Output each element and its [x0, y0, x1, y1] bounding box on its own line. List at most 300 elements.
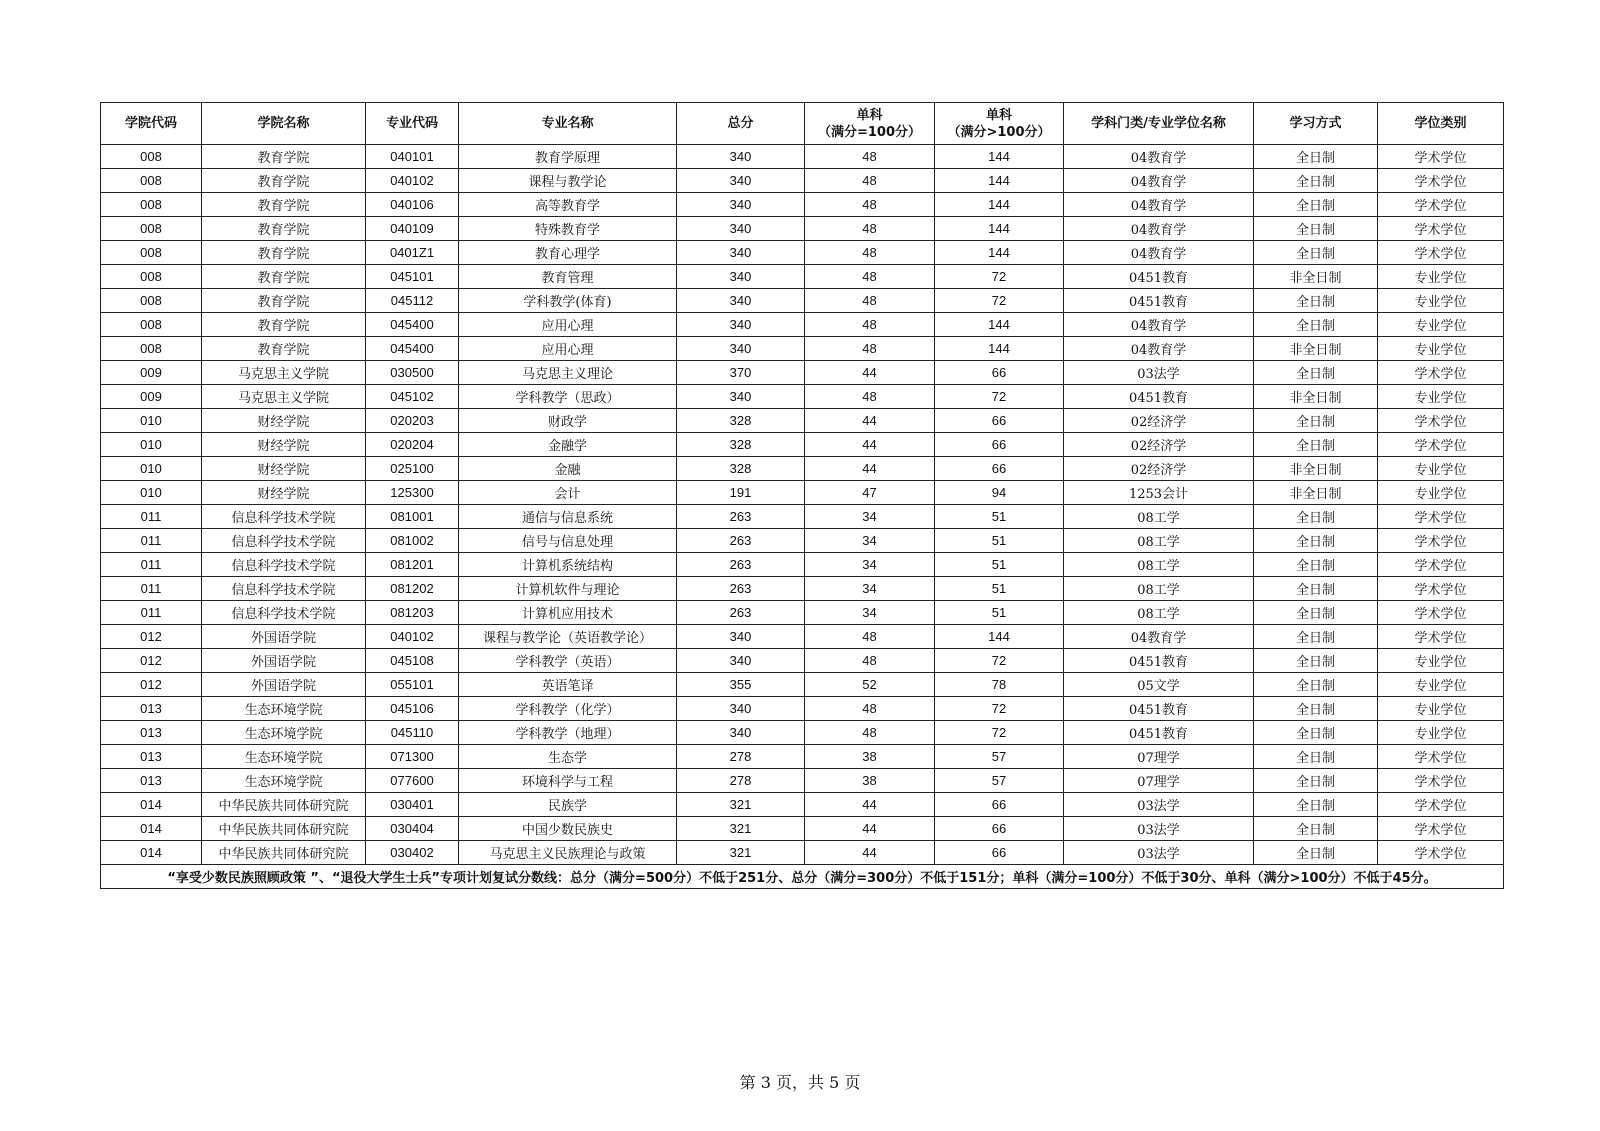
- degree-type-cell: 专业学位: [1378, 649, 1504, 673]
- college-name-cell: 财经学院: [202, 457, 366, 481]
- table-row: [101, 265, 1504, 289]
- college-name-cell: 财经学院: [202, 409, 366, 433]
- major-name-cell: 应用心理: [459, 313, 677, 337]
- major-code-cell: 081201: [366, 553, 459, 577]
- degree-type-cell: 学术学位: [1378, 361, 1504, 385]
- college-code-cell: 008: [101, 265, 202, 289]
- single-over-100-cell: 144: [935, 337, 1064, 361]
- study-mode-cell: 全日制: [1254, 313, 1378, 337]
- table-row: [101, 433, 1504, 457]
- major-name-cell: 金融学: [459, 433, 677, 457]
- header-text-line: 总分: [727, 116, 754, 131]
- degree-type-cell: 学术学位: [1378, 841, 1504, 865]
- single-100-cell: 48: [805, 697, 935, 721]
- single-over-100-cell: 51: [935, 553, 1064, 577]
- table-row: [101, 289, 1504, 313]
- college-name-cell: 生态环境学院: [202, 769, 366, 793]
- study-mode-cell: 全日制: [1254, 529, 1378, 553]
- study-mode-cell: 全日制: [1254, 697, 1378, 721]
- major-code-cell: 045400: [366, 337, 459, 361]
- study-mode-cell: 全日制: [1254, 553, 1378, 577]
- major-name-cell: 财政学: [459, 409, 677, 433]
- table-row: [101, 721, 1504, 745]
- header-college-name: [202, 103, 366, 145]
- single-over-100-cell: 144: [935, 169, 1064, 193]
- college-name-cell: 外国语学院: [202, 673, 366, 697]
- discipline-cell: 08工学: [1064, 505, 1254, 529]
- study-mode-cell: 非全日制: [1254, 337, 1378, 361]
- total-score-cell: 340: [677, 337, 805, 361]
- header-text-line: 单科: [856, 107, 883, 123]
- major-name-cell: 马克思主义理论: [459, 361, 677, 385]
- single-over-100-cell: 72: [935, 265, 1064, 289]
- discipline-cell: 02经济学: [1064, 409, 1254, 433]
- table-row: [101, 337, 1504, 361]
- college-code-cell: 010: [101, 409, 202, 433]
- total-score-cell: 328: [677, 409, 805, 433]
- degree-type-cell: 学术学位: [1378, 145, 1504, 169]
- college-name-cell: 教育学院: [202, 265, 366, 289]
- degree-type-cell: 学术学位: [1378, 505, 1504, 529]
- single-100-cell: 48: [805, 145, 935, 169]
- table-row: [101, 601, 1504, 625]
- header-college-code: [101, 103, 202, 145]
- single-over-100-cell: 51: [935, 577, 1064, 601]
- college-code-cell: 009: [101, 361, 202, 385]
- major-code-cell: 030402: [366, 841, 459, 865]
- college-code-cell: 010: [101, 433, 202, 457]
- discipline-cell: 04教育学: [1064, 145, 1254, 169]
- page-number: 第 3 页，共 5 页: [739, 1073, 861, 1092]
- college-code-cell: 013: [101, 697, 202, 721]
- single-100-cell: 34: [805, 505, 935, 529]
- degree-type-cell: 学术学位: [1378, 169, 1504, 193]
- total-score-cell: 321: [677, 817, 805, 841]
- study-mode-cell: 全日制: [1254, 409, 1378, 433]
- total-score-cell: 340: [677, 313, 805, 337]
- total-score-cell: 321: [677, 793, 805, 817]
- study-mode-cell: 全日制: [1254, 769, 1378, 793]
- single-over-100-cell: 144: [935, 217, 1064, 241]
- major-code-cell: 081001: [366, 505, 459, 529]
- table-row: [101, 529, 1504, 553]
- total-score-cell: 355: [677, 673, 805, 697]
- major-name-cell: 课程与教学论: [459, 169, 677, 193]
- major-name-cell: 马克思主义民族理论与政策: [459, 841, 677, 865]
- degree-type-cell: 学术学位: [1378, 193, 1504, 217]
- discipline-cell: 07理学: [1064, 769, 1254, 793]
- major-name-cell: 学科教学（英语）: [459, 649, 677, 673]
- table-row: [101, 649, 1504, 673]
- single-over-100-cell: 78: [935, 673, 1064, 697]
- single-over-100-cell: 66: [935, 817, 1064, 841]
- major-code-cell: 045110: [366, 721, 459, 745]
- degree-type-cell: 学术学位: [1378, 745, 1504, 769]
- total-score-cell: 328: [677, 457, 805, 481]
- discipline-cell: 04教育学: [1064, 313, 1254, 337]
- table-row: [101, 361, 1504, 385]
- single-over-100-cell: 66: [935, 841, 1064, 865]
- college-code-cell: 008: [101, 289, 202, 313]
- degree-type-cell: 学术学位: [1378, 529, 1504, 553]
- single-100-cell: 44: [805, 793, 935, 817]
- major-code-cell: 040102: [366, 625, 459, 649]
- single-100-cell: 44: [805, 433, 935, 457]
- college-name-cell: 教育学院: [202, 193, 366, 217]
- major-name-cell: 通信与信息系统: [459, 505, 677, 529]
- table-row: [101, 481, 1504, 505]
- single-over-100-cell: 144: [935, 625, 1064, 649]
- single-100-cell: 48: [805, 721, 935, 745]
- college-code-cell: 014: [101, 841, 202, 865]
- college-code-cell: 008: [101, 241, 202, 265]
- single-over-100-cell: 72: [935, 385, 1064, 409]
- study-mode-cell: 全日制: [1254, 505, 1378, 529]
- table-row: [101, 625, 1504, 649]
- single-100-cell: 48: [805, 289, 935, 313]
- college-code-cell: 013: [101, 721, 202, 745]
- college-name-cell: 教育学院: [202, 337, 366, 361]
- major-name-cell: 环境科学与工程: [459, 769, 677, 793]
- single-100-cell: 38: [805, 745, 935, 769]
- table-row: [101, 793, 1504, 817]
- major-code-cell: 045106: [366, 697, 459, 721]
- degree-type-cell: 学术学位: [1378, 793, 1504, 817]
- major-code-cell: 020203: [366, 409, 459, 433]
- degree-type-cell: 专业学位: [1378, 265, 1504, 289]
- major-code-cell: 045108: [366, 649, 459, 673]
- major-code-cell: 045112: [366, 289, 459, 313]
- total-score-cell: 340: [677, 265, 805, 289]
- major-name-cell: 中国少数民族史: [459, 817, 677, 841]
- header-text-line: 学科门类/专业学位名称: [1091, 116, 1226, 131]
- header-text-line: 学习方式: [1289, 116, 1342, 131]
- study-mode-cell: 非全日制: [1254, 457, 1378, 481]
- degree-type-cell: 专业学位: [1378, 289, 1504, 313]
- table-row: [101, 217, 1504, 241]
- college-code-cell: 013: [101, 745, 202, 769]
- major-name-cell: 计算机软件与理论: [459, 577, 677, 601]
- total-score-cell: 340: [677, 385, 805, 409]
- header-text-line: （满分=100分）: [817, 124, 922, 140]
- single-over-100-cell: 57: [935, 769, 1064, 793]
- single-over-100-cell: 66: [935, 433, 1064, 457]
- study-mode-cell: 全日制: [1254, 289, 1378, 313]
- single-100-cell: 44: [805, 409, 935, 433]
- table-row: [101, 145, 1504, 169]
- single-100-cell: 48: [805, 313, 935, 337]
- table-row: [101, 313, 1504, 337]
- single-100-cell: 34: [805, 529, 935, 553]
- degree-type-cell: 学术学位: [1378, 409, 1504, 433]
- table-row: [101, 697, 1504, 721]
- study-mode-cell: 全日制: [1254, 817, 1378, 841]
- college-name-cell: 外国语学院: [202, 649, 366, 673]
- major-code-cell: 020204: [366, 433, 459, 457]
- college-name-cell: 信息科学技术学院: [202, 529, 366, 553]
- major-code-cell: 125300: [366, 481, 459, 505]
- total-score-cell: 263: [677, 505, 805, 529]
- degree-type-cell: 专业学位: [1378, 457, 1504, 481]
- discipline-cell: 03法学: [1064, 361, 1254, 385]
- single-over-100-cell: 57: [935, 745, 1064, 769]
- single-over-100-cell: 51: [935, 505, 1064, 529]
- discipline-cell: 1253会计: [1064, 481, 1254, 505]
- header-text-line: 学位类别: [1414, 116, 1467, 131]
- discipline-cell: 07理学: [1064, 745, 1254, 769]
- college-code-cell: 011: [101, 601, 202, 625]
- college-name-cell: 信息科学技术学院: [202, 601, 366, 625]
- college-code-cell: 008: [101, 337, 202, 361]
- header-single-subject-over-100: [935, 103, 1064, 145]
- major-code-cell: 040109: [366, 217, 459, 241]
- single-over-100-cell: 144: [935, 145, 1064, 169]
- major-name-cell: 教育心理学: [459, 241, 677, 265]
- total-score-cell: 340: [677, 649, 805, 673]
- header-major-code: [366, 103, 459, 145]
- major-code-cell: 081002: [366, 529, 459, 553]
- major-code-cell: 045101: [366, 265, 459, 289]
- table-row: [101, 673, 1504, 697]
- degree-type-cell: 专业学位: [1378, 721, 1504, 745]
- table-row: [101, 193, 1504, 217]
- college-code-cell: 008: [101, 313, 202, 337]
- header-text-line: 单科: [985, 107, 1012, 123]
- college-name-cell: 马克思主义学院: [202, 361, 366, 385]
- single-100-cell: 48: [805, 625, 935, 649]
- major-code-cell: 030500: [366, 361, 459, 385]
- study-mode-cell: 全日制: [1254, 433, 1378, 457]
- college-code-cell: 008: [101, 193, 202, 217]
- total-score-cell: 191: [677, 481, 805, 505]
- study-mode-cell: 全日制: [1254, 721, 1378, 745]
- college-name-cell: 教育学院: [202, 145, 366, 169]
- college-name-cell: 信息科学技术学院: [202, 505, 366, 529]
- major-code-cell: 071300: [366, 745, 459, 769]
- major-code-cell: 045400: [366, 313, 459, 337]
- table-row: [101, 817, 1504, 841]
- total-score-cell: 340: [677, 217, 805, 241]
- table-row: [101, 841, 1504, 865]
- college-name-cell: 生态环境学院: [202, 697, 366, 721]
- header-text-line: 学院代码: [124, 116, 177, 131]
- college-code-cell: 010: [101, 481, 202, 505]
- table-row: [101, 577, 1504, 601]
- cutoff-note: “享受少数民族照顾政策 ”、“退役大学生士兵”专项计划复试分数线：总分（满分=500分）不低于251分、总分（满分=300分）不低于151分；单科（满分=100分）不低于30分、单科（满分>100分）不低于45分。: [101, 865, 1504, 889]
- study-mode-cell: 全日制: [1254, 625, 1378, 649]
- header-text-line: 专业名称: [541, 116, 594, 131]
- single-100-cell: 34: [805, 601, 935, 625]
- degree-type-cell: 学术学位: [1378, 769, 1504, 793]
- total-score-cell: 340: [677, 193, 805, 217]
- college-name-cell: 中华民族共同体研究院: [202, 817, 366, 841]
- discipline-cell: 0451教育: [1064, 265, 1254, 289]
- major-name-cell: 课程与教学论（英语教学论）: [459, 625, 677, 649]
- study-mode-cell: 全日制: [1254, 145, 1378, 169]
- college-name-cell: 生态环境学院: [202, 745, 366, 769]
- discipline-cell: 04教育学: [1064, 625, 1254, 649]
- total-score-cell: 263: [677, 601, 805, 625]
- table-row: [101, 169, 1504, 193]
- single-over-100-cell: 51: [935, 529, 1064, 553]
- degree-type-cell: 学术学位: [1378, 577, 1504, 601]
- single-over-100-cell: 144: [935, 241, 1064, 265]
- table-row: [101, 385, 1504, 409]
- study-mode-cell: 全日制: [1254, 841, 1378, 865]
- study-mode-cell: 全日制: [1254, 649, 1378, 673]
- major-name-cell: 金融: [459, 457, 677, 481]
- total-score-cell: 278: [677, 769, 805, 793]
- single-100-cell: 44: [805, 361, 935, 385]
- total-score-cell: 263: [677, 577, 805, 601]
- college-code-cell: 010: [101, 457, 202, 481]
- college-name-cell: 中华民族共同体研究院: [202, 793, 366, 817]
- college-name-cell: 生态环境学院: [202, 721, 366, 745]
- discipline-cell: 0451教育: [1064, 649, 1254, 673]
- college-code-cell: 011: [101, 505, 202, 529]
- header-degree-type: [1378, 103, 1504, 145]
- study-mode-cell: 全日制: [1254, 217, 1378, 241]
- single-100-cell: 48: [805, 217, 935, 241]
- total-score-cell: 340: [677, 289, 805, 313]
- header-text-line: 专业代码: [385, 116, 438, 131]
- table-header-row: [101, 103, 1504, 145]
- total-score-cell: 340: [677, 241, 805, 265]
- major-name-cell: 学科教学（化学）: [459, 697, 677, 721]
- degree-type-cell: 专业学位: [1378, 313, 1504, 337]
- single-100-cell: 48: [805, 385, 935, 409]
- major-code-cell: 030404: [366, 817, 459, 841]
- single-over-100-cell: 72: [935, 289, 1064, 313]
- study-mode-cell: 全日制: [1254, 601, 1378, 625]
- total-score-cell: 263: [677, 553, 805, 577]
- study-mode-cell: 全日制: [1254, 577, 1378, 601]
- major-code-cell: 077600: [366, 769, 459, 793]
- degree-type-cell: 专业学位: [1378, 673, 1504, 697]
- header-study-mode: [1254, 103, 1378, 145]
- college-code-cell: 014: [101, 817, 202, 841]
- table-row: [101, 553, 1504, 577]
- score-table-container: [100, 102, 1503, 889]
- discipline-cell: 08工学: [1064, 529, 1254, 553]
- major-name-cell: 计算机系统结构: [459, 553, 677, 577]
- single-100-cell: 48: [805, 193, 935, 217]
- degree-type-cell: 专业学位: [1378, 697, 1504, 721]
- college-code-cell: 013: [101, 769, 202, 793]
- study-mode-cell: 全日制: [1254, 169, 1378, 193]
- total-score-cell: 340: [677, 721, 805, 745]
- table-row: [101, 769, 1504, 793]
- college-code-cell: 012: [101, 649, 202, 673]
- discipline-cell: 03法学: [1064, 793, 1254, 817]
- header-text-line: 学院名称: [257, 116, 310, 131]
- college-code-cell: 011: [101, 577, 202, 601]
- single-100-cell: 48: [805, 337, 935, 361]
- study-mode-cell: 非全日制: [1254, 385, 1378, 409]
- college-name-cell: 中华民族共同体研究院: [202, 841, 366, 865]
- major-name-cell: 生态学: [459, 745, 677, 769]
- degree-type-cell: 学术学位: [1378, 241, 1504, 265]
- study-mode-cell: 非全日制: [1254, 265, 1378, 289]
- table-body: [101, 145, 1504, 865]
- total-score-cell: 340: [677, 625, 805, 649]
- college-code-cell: 008: [101, 169, 202, 193]
- discipline-cell: 08工学: [1064, 553, 1254, 577]
- degree-type-cell: 学术学位: [1378, 553, 1504, 577]
- single-100-cell: 47: [805, 481, 935, 505]
- discipline-cell: 08工学: [1064, 601, 1254, 625]
- study-mode-cell: 全日制: [1254, 673, 1378, 697]
- major-name-cell: 英语笔译: [459, 673, 677, 697]
- table-row: [101, 241, 1504, 265]
- degree-type-cell: 学术学位: [1378, 433, 1504, 457]
- college-name-cell: 教育学院: [202, 313, 366, 337]
- study-mode-cell: 全日制: [1254, 241, 1378, 265]
- single-100-cell: 44: [805, 817, 935, 841]
- major-code-cell: 040102: [366, 169, 459, 193]
- total-score-cell: 370: [677, 361, 805, 385]
- major-name-cell: 教育学原理: [459, 145, 677, 169]
- discipline-cell: 04教育学: [1064, 217, 1254, 241]
- major-code-cell: 045102: [366, 385, 459, 409]
- discipline-cell: 02经济学: [1064, 457, 1254, 481]
- single-100-cell: 52: [805, 673, 935, 697]
- single-100-cell: 34: [805, 577, 935, 601]
- discipline-cell: 04教育学: [1064, 241, 1254, 265]
- discipline-cell: 05文学: [1064, 673, 1254, 697]
- degree-type-cell: 专业学位: [1378, 481, 1504, 505]
- college-name-cell: 教育学院: [202, 241, 366, 265]
- single-100-cell: 34: [805, 553, 935, 577]
- single-over-100-cell: 144: [935, 313, 1064, 337]
- major-name-cell: 应用心理: [459, 337, 677, 361]
- major-name-cell: 计算机应用技术: [459, 601, 677, 625]
- single-over-100-cell: 94: [935, 481, 1064, 505]
- table-note-row: [101, 865, 1504, 889]
- table-row: [101, 457, 1504, 481]
- discipline-cell: 02经济学: [1064, 433, 1254, 457]
- discipline-cell: 0451教育: [1064, 289, 1254, 313]
- study-mode-cell: 全日制: [1254, 193, 1378, 217]
- major-code-cell: 081203: [366, 601, 459, 625]
- college-name-cell: 财经学院: [202, 433, 366, 457]
- major-code-cell: 025100: [366, 457, 459, 481]
- college-code-cell: 008: [101, 145, 202, 169]
- college-name-cell: 教育学院: [202, 217, 366, 241]
- college-code-cell: 014: [101, 793, 202, 817]
- major-code-cell: 040106: [366, 193, 459, 217]
- single-100-cell: 44: [805, 457, 935, 481]
- college-code-cell: 012: [101, 625, 202, 649]
- total-score-cell: 340: [677, 169, 805, 193]
- degree-type-cell: 学术学位: [1378, 217, 1504, 241]
- total-score-cell: 321: [677, 841, 805, 865]
- major-name-cell: 民族学: [459, 793, 677, 817]
- score-table: [100, 102, 1504, 889]
- total-score-cell: 340: [677, 145, 805, 169]
- total-score-cell: 263: [677, 529, 805, 553]
- major-name-cell: 学科教学（思政）: [459, 385, 677, 409]
- college-name-cell: 财经学院: [202, 481, 366, 505]
- degree-type-cell: 学术学位: [1378, 601, 1504, 625]
- college-code-cell: 008: [101, 217, 202, 241]
- single-over-100-cell: 66: [935, 409, 1064, 433]
- major-name-cell: 信号与信息处理: [459, 529, 677, 553]
- single-over-100-cell: 66: [935, 793, 1064, 817]
- major-name-cell: 学科教学（地理）: [459, 721, 677, 745]
- header-discipline-category: [1064, 103, 1254, 145]
- major-name-cell: 特殊教育学: [459, 217, 677, 241]
